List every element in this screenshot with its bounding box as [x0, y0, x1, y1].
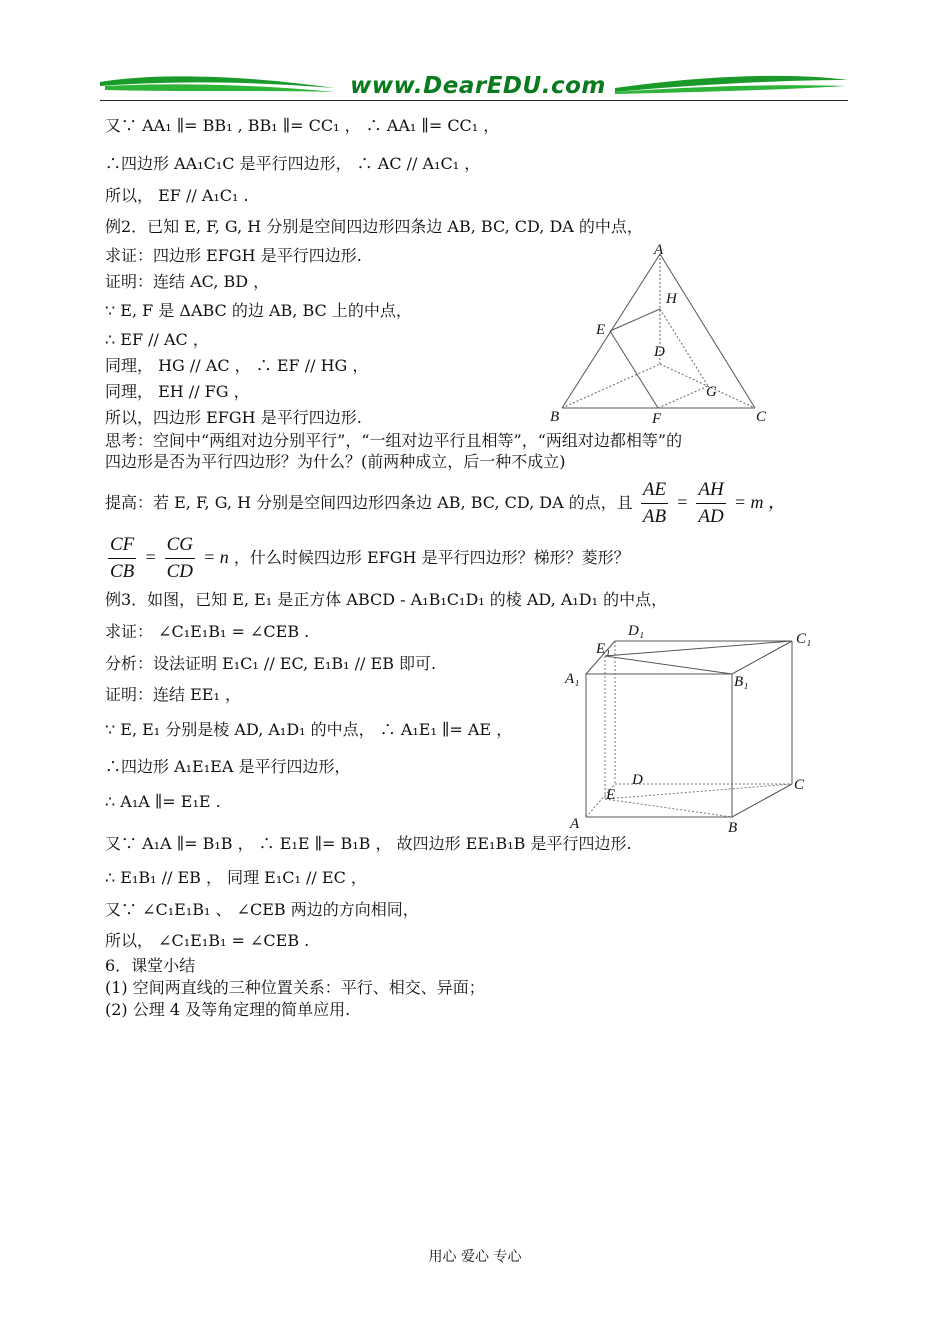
label-g: G: [706, 384, 717, 400]
label-d1: D₁: [628, 623, 645, 639]
summary-item: (2) 公理 4 及等角定理的简单应用.: [105, 1000, 351, 1019]
label-c1: C₁: [796, 631, 812, 647]
label-c: C: [794, 777, 805, 793]
text-line: 同理， EH // FG ，: [105, 382, 250, 401]
page-footer: 用心 爱心 专心: [428, 1249, 522, 1265]
cube-figure: [560, 616, 830, 841]
equals-sign: =: [676, 492, 689, 512]
fraction-denominator: CD: [166, 561, 194, 582]
text-line: 同理， HG // AC ， ∴ EF // HG ，: [105, 356, 369, 375]
segment-ef: [610, 331, 658, 408]
label-d: D: [654, 344, 665, 360]
example-3-statement: 例3．如图，已知 E, E₁ 是正方体 ABCD - A₁B₁C₁D₁ 的棱 AD, A₁D₁ 的中点，: [105, 590, 668, 609]
equals-n: = n: [203, 547, 229, 567]
label-e1: E₁: [596, 641, 611, 657]
fraction-denominator: AD: [698, 506, 724, 527]
improvement-suffix: ，什么时候四边形 EFGH 是平行四边形？梯形？菱形？: [233, 548, 630, 567]
fraction-denominator: CB: [110, 561, 135, 582]
text-line: 求证： ∠C₁E₁B₁ = ∠CEB .: [105, 622, 310, 641]
text-line: ∴四边形 AA₁C₁C 是平行四边形， ∴ AC // A₁C₁ ，: [105, 154, 481, 173]
label-a1: A₁: [565, 671, 580, 687]
improvement-problem: [105, 474, 786, 531]
fraction-denominator: AB: [642, 506, 667, 527]
label-c: C: [756, 409, 767, 425]
edge-bd-hidden: [562, 364, 660, 408]
text-line: ∴ EF // AC ，: [105, 330, 209, 349]
edge-bc: [732, 784, 792, 817]
section-heading: 6．课堂小结: [105, 956, 196, 975]
site-name: www.DearEDU.com: [350, 73, 606, 99]
text-line: ∵ E, F 是 ΔABC 的边 AB, BC 上的中点，: [105, 301, 412, 320]
label-b: B: [550, 409, 560, 425]
edge-b1c1: [732, 641, 792, 674]
equals-m: = m ，: [733, 492, 786, 512]
fraction-numerator: AH: [696, 477, 725, 504]
segment-e1b1: [605, 656, 732, 674]
fraction-numerator: CG: [165, 532, 195, 559]
label-a: A: [654, 242, 664, 258]
improvement-problem-cont: [105, 529, 630, 586]
text-line: 又∵ AA₁ ∥= BB₁ , BB₁ ∥= CC₁ ， ∴ AA₁ ∥= CC₁ ，: [105, 116, 500, 135]
header-banner: [100, 72, 848, 108]
text-line: ∴ A₁A ∥= E₁E .: [105, 792, 221, 811]
label-a: A: [570, 816, 580, 832]
label-e: E: [606, 787, 616, 803]
improvement-prefix: 提高：若 E, F, G, H 分别是空间四边形四条边 AB, BC, CD, DA 的点，且: [105, 493, 633, 512]
segment-fg-hidden: [658, 386, 708, 408]
label-d: D: [632, 772, 643, 788]
fraction-cg-cd: [165, 532, 195, 585]
example-2-statement: 例2．已知 E, F, G, H 分别是空间四边形四条边 AB, BC, CD, DA 的中点，: [105, 217, 643, 236]
label-e: E: [596, 322, 606, 338]
text-line: 分析：设法证明 E₁C₁ // EC, E₁B₁ // EB 即可.: [105, 654, 437, 673]
equals-sign: =: [144, 547, 157, 567]
text-line: ∵ E, E₁ 分别是棱 AD, A₁D₁ 的中点， ∴ A₁E₁ ∥= AE ，: [105, 720, 513, 739]
label-b1: B₁: [734, 674, 749, 690]
think-question-cont: 四边形是否为平行四边形？为什么？(前两种成立，后一种不成立): [105, 452, 566, 471]
text-line: 证明：连结 AC, BD ，: [105, 272, 270, 291]
fraction-cf-cb: [108, 532, 136, 585]
summary-item: (1) 空间两直线的三种位置关系：平行、相交、异面；: [105, 978, 485, 997]
header-rule: [100, 100, 848, 101]
label-b: B: [728, 820, 738, 836]
text-line: 又∵ A₁A ∥= B₁B ， ∴ E₁E ∥= B₁B ， 故四边形 EE₁B₁B 是平行四边形.: [105, 834, 632, 853]
text-line: 所以， EF // A₁C₁ .: [105, 186, 249, 205]
fraction-numerator: CF: [108, 532, 136, 559]
text-line: 求证：四边形 EFGH 是平行四边形.: [105, 246, 362, 265]
segment-eb-hidden: [605, 799, 732, 817]
fraction-numerator: AE: [641, 477, 668, 504]
label-h: H: [666, 291, 677, 307]
label-f: F: [652, 411, 662, 427]
think-question: 思考：空间中“两组对边分别平行”，“一组对边平行且相等”，“两组对边都相等”的: [105, 431, 683, 450]
text-line: 证明：连结 EE₁ ，: [105, 685, 241, 704]
text-line: 所以， ∠C₁E₁B₁ = ∠CEB .: [105, 931, 310, 950]
fraction-ae-ab: [641, 477, 668, 530]
tetrahedron-figure: [540, 236, 780, 432]
text-line: ∴ E₁B₁ // EB ， 同理 E₁C₁ // EC ，: [105, 868, 367, 887]
fraction-ah-ad: [696, 477, 725, 530]
text-line: 又∵ ∠C₁E₁B₁ 、 ∠CEB 两边的方向相同，: [105, 900, 419, 919]
text-line: 所以，四边形 EFGH 是平行四边形.: [105, 408, 362, 427]
text-line: ∴四边形 A₁E₁EA 是平行四边形，: [105, 757, 351, 776]
segment-e1c1: [605, 641, 792, 656]
